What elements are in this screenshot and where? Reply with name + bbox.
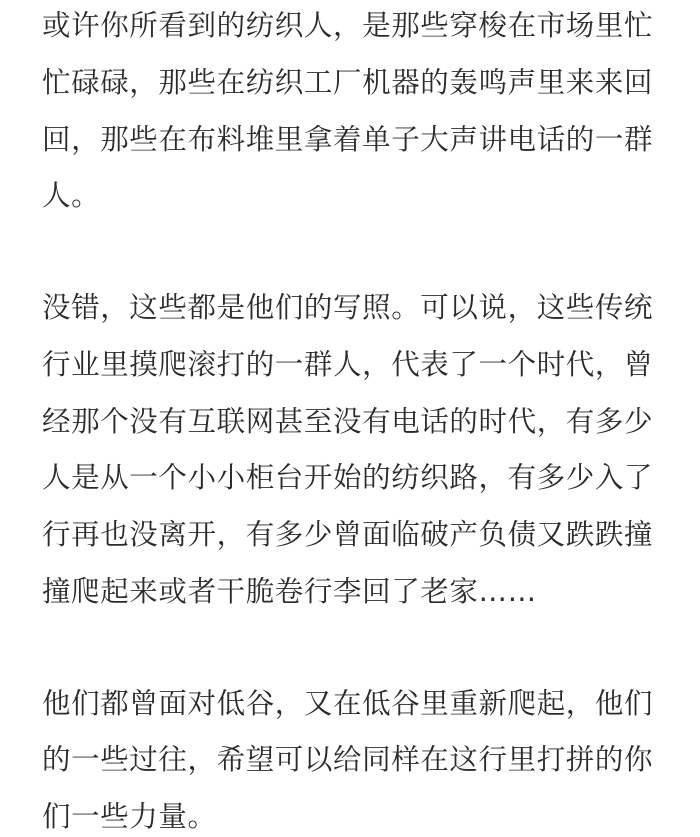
paragraph-line: 回，那些在布料堆里拿着单子大声讲电话的一群 — [42, 123, 654, 156]
paragraph-line: 经那个没有互联网甚至没有电话的时代，有多少 — [42, 405, 654, 438]
paragraph-line: 人是从一个小小柜台开始的纺织路，有多少入了 — [42, 461, 654, 494]
paragraph-line: 行业里摸爬滚打的一群人，代表了一个时代，曾 — [42, 348, 654, 381]
paragraph-line: 撞爬起来或者干脆卷行李回了老家…… — [42, 575, 537, 608]
paragraph-line: 忙碌碌，那些在纺织工厂机器的轰鸣声里来来回 — [42, 66, 654, 99]
paragraph-line: 没错，这些都是他们的写照。可以说，这些传统 — [42, 291, 654, 324]
paragraph-line: 的一些过往，希望可以给同样在这行里打拼的你 — [42, 743, 654, 776]
paragraph-line: 人。 — [42, 179, 101, 212]
paragraph-line: 行再也没离开，有多少曾面临破产负债又跌跌撞 — [42, 518, 654, 551]
paragraph-line: 或许你所看到的纺织人，是那些穿梭在市场里忙 — [42, 9, 654, 42]
paragraph-line: 们一些力量。 — [42, 800, 217, 833]
paragraph-line: 他们都曾面对低谷，又在低谷里重新爬起，他们 — [42, 687, 654, 720]
